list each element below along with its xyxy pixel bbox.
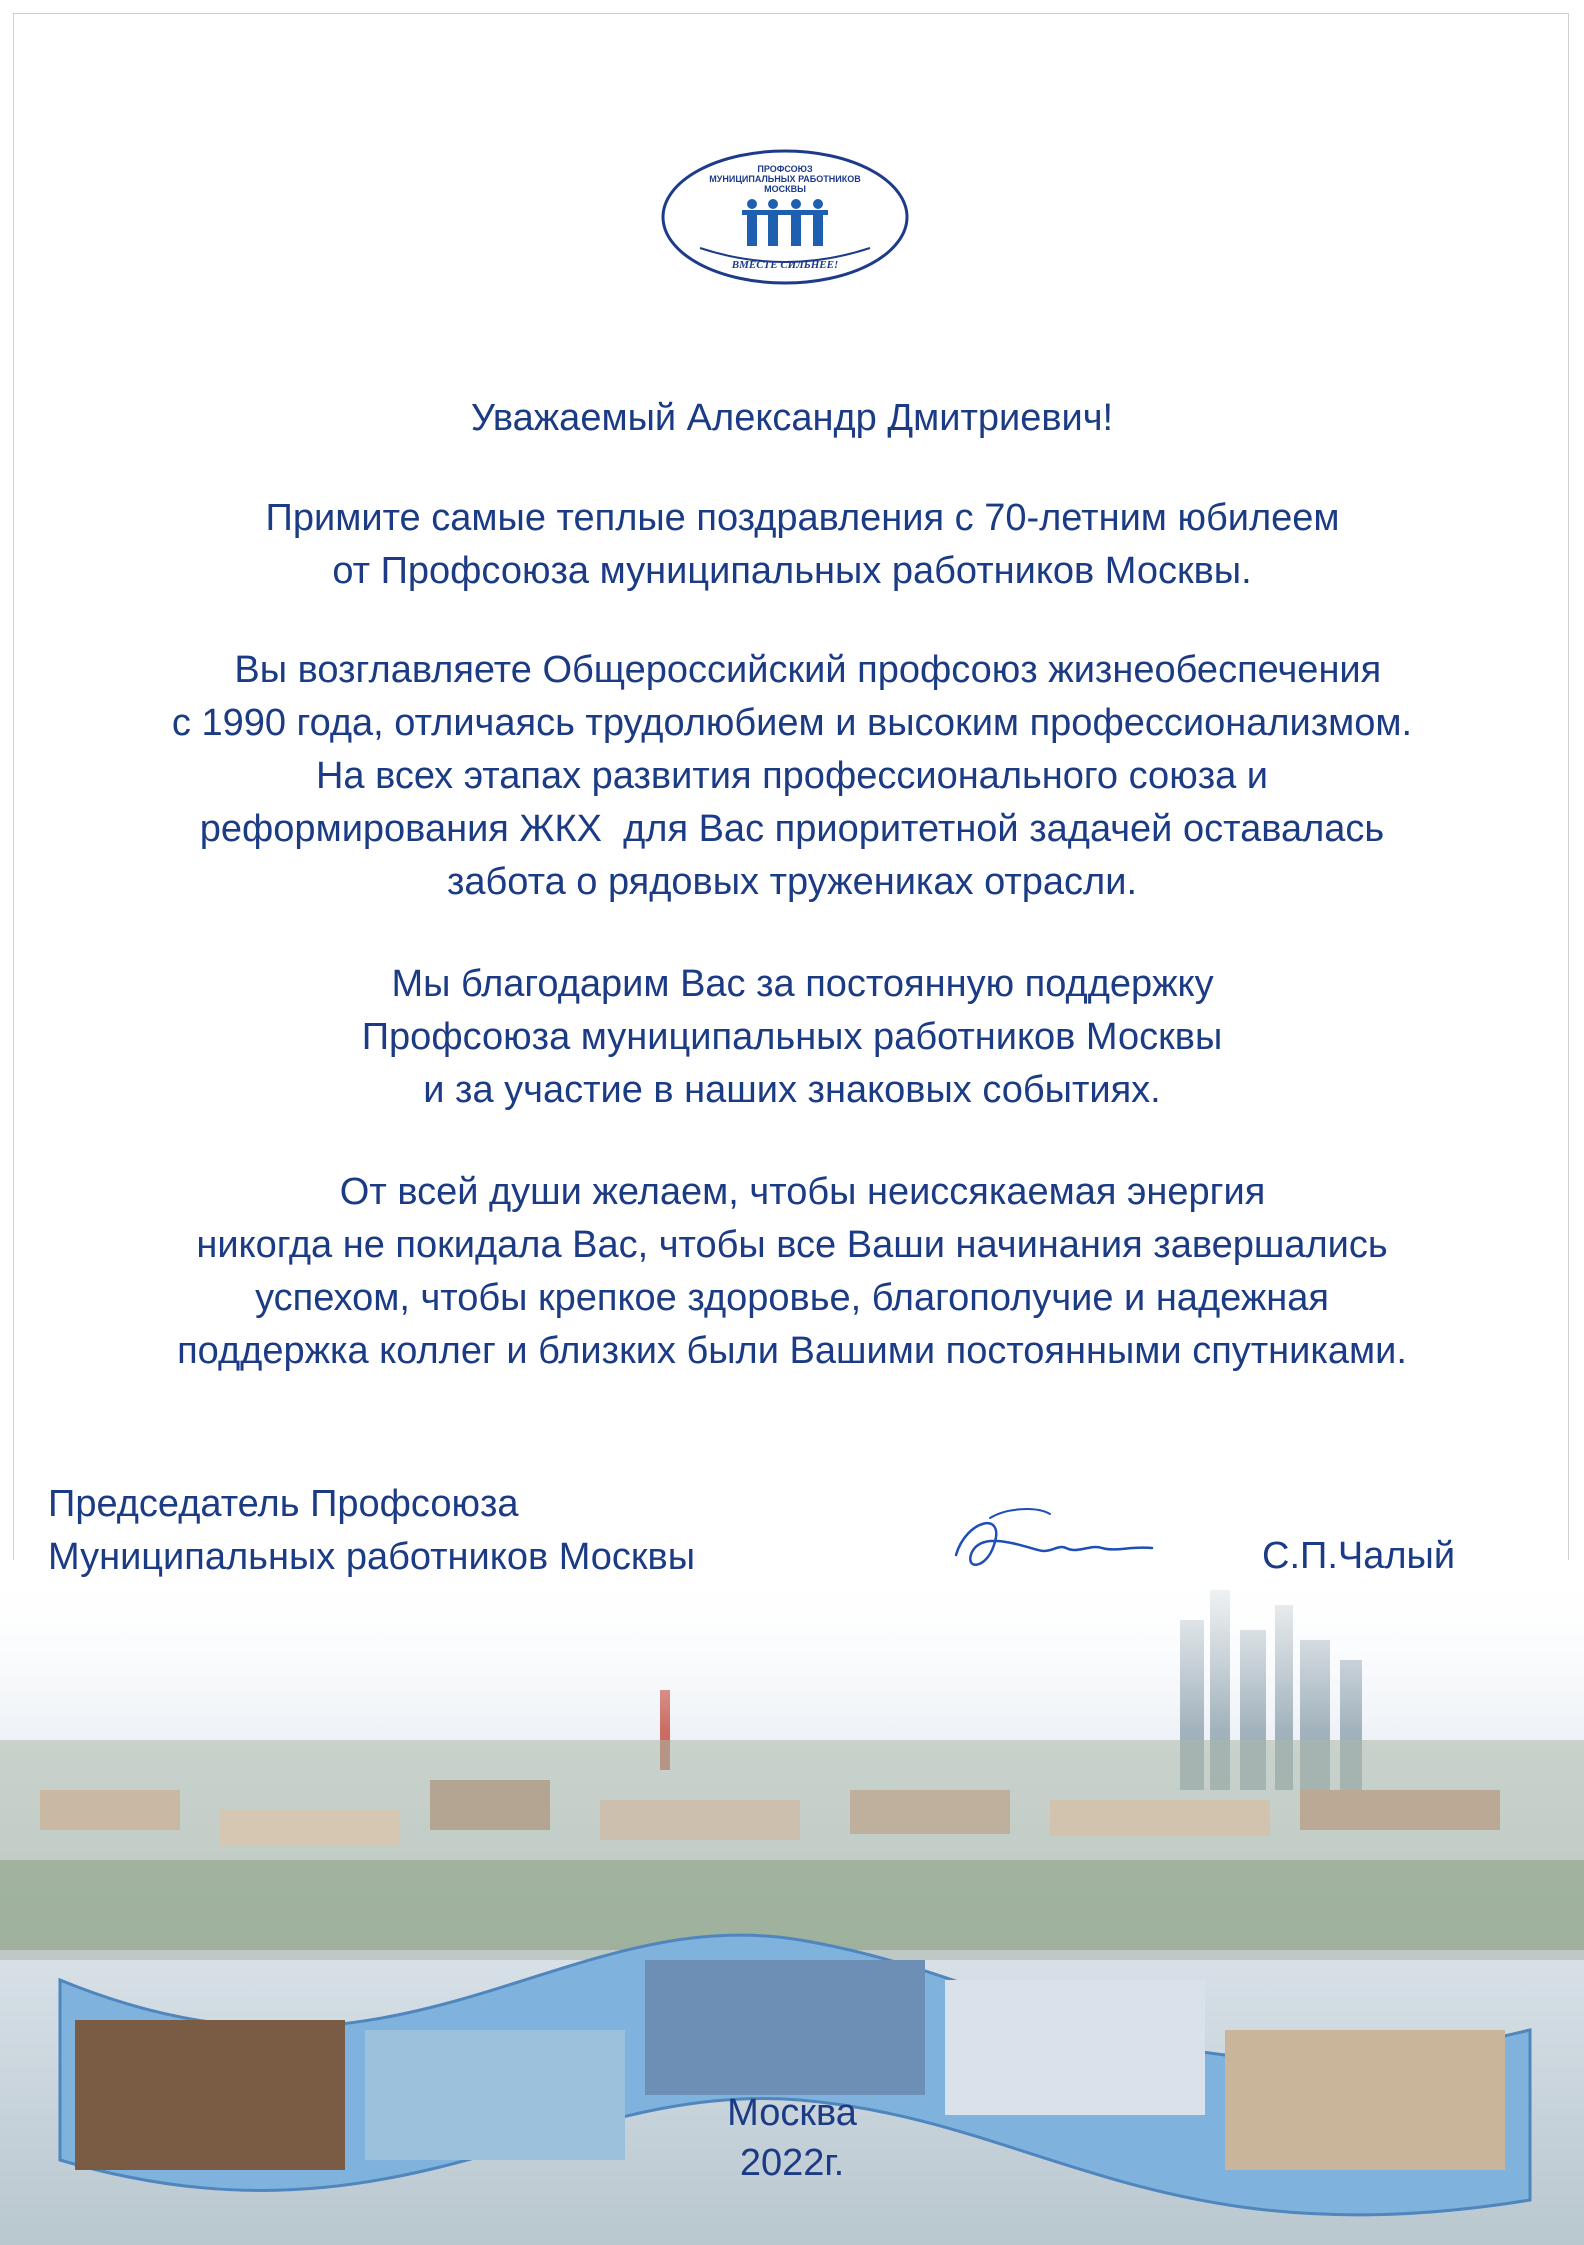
text-line: поддержка коллег и близких были Вашими постоянными спутниками.	[177, 1330, 1407, 1372]
text-line: с 1990 года, отличаясь трудолюбием и высоким профессионализмом.	[171, 702, 1413, 744]
text-line: от Профсоюза муниципальных работников Москвы.	[332, 550, 1252, 592]
paragraph-thanks	[0, 958, 1584, 1117]
text-line: Мы благодарим Вас за постоянную поддержку	[370, 963, 1214, 1005]
signatory-name: С.П.Чалый	[1262, 1535, 1456, 1577]
paragraph-congratulations	[0, 492, 1584, 598]
union-logo	[660, 148, 910, 286]
text-line: От всей души желаем, чтобы неиссякаемая энергия	[318, 1171, 1266, 1213]
logo-slogan: ВМЕСТЕ СИЛЬНЕЕ!	[731, 259, 839, 271]
logo-line-2: МУНИЦИПАЛЬНЫХ РАБОТНИКОВ	[709, 174, 861, 184]
greeting: Уважаемый Александр Дмитриевич!	[470, 397, 1114, 439]
signature-title-line: Председатель Профсоюза	[48, 1483, 519, 1525]
text-line: Профсоюза муниципальных работников Москвы	[361, 1016, 1223, 1058]
text-line: и за участие в наших знаковых событиях.	[423, 1069, 1161, 1111]
city: Москва	[727, 2092, 857, 2134]
paragraph-career	[0, 644, 1584, 909]
place-date	[0, 2088, 1584, 2188]
text-line: реформирования ЖКХ для Вас приоритетной задачей оставалась	[199, 808, 1385, 850]
logo-line-1: ПРОФСОЮЗ	[757, 164, 813, 174]
text-line: Примите самые теплые поздравления с 70-летним юбилеем	[244, 497, 1340, 539]
signature-title-line: Муниципальных работников Москвы	[48, 1536, 696, 1578]
handwritten-signature	[946, 1500, 1162, 1588]
year: 2022г.	[739, 2142, 845, 2184]
text-line: На всех этапах развития профессионального союза и	[315, 755, 1269, 797]
paragraph-wishes	[0, 1166, 1584, 1378]
signature-title	[48, 1478, 695, 1584]
text-line: успехом, чтобы крепкое здоровье, благополучие и надежная	[255, 1277, 1329, 1319]
text-line: забота о рядовых тружениках отрасли.	[446, 861, 1137, 903]
text-line: никогда не покидала Вас, чтобы все Ваши начинания завершались	[196, 1224, 1388, 1266]
text-line: Вы возглавляете Общероссийский профсоюз жизнеобеспечения	[202, 649, 1382, 691]
logo-line-3: МОСКВЫ	[764, 184, 806, 194]
